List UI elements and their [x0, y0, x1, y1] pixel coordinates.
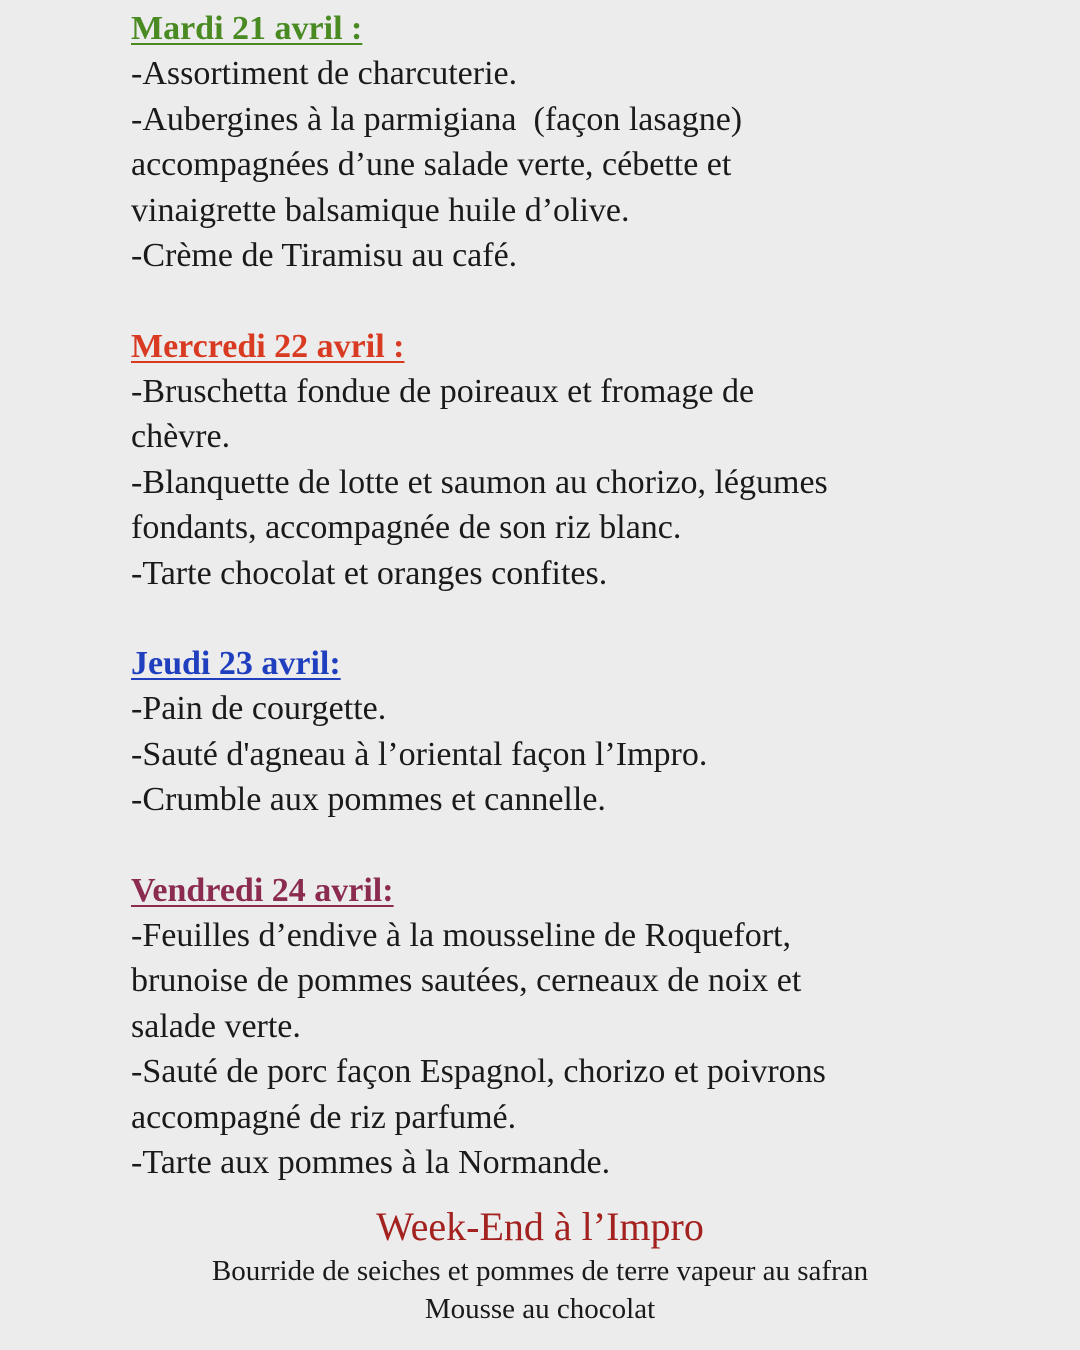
day-mardi	[131, 6, 1031, 279]
day-jeudi	[131, 641, 1031, 823]
weekend-dish-dessert: Mousse au chocolat	[424, 1293, 656, 1325]
day-title-vendredi: Vendredi 24 avril:	[131, 871, 394, 909]
dish-main: -Sauté d'agneau à l’oriental façon l’Impro.	[131, 735, 708, 773]
weekend-title: Week-End à l’Impro	[376, 1204, 704, 1249]
day-mercredi	[131, 324, 1031, 597]
weekend-section	[0, 1202, 1080, 1328]
dish-dessert: -Tarte aux pommes à la Normande.	[131, 1144, 611, 1181]
dish-starter: -Feuilles d’endive à la mousseline de Roquefort, brunoise de pommes sautées, cerneaux de noix et salade verte.	[131, 916, 802, 1045]
day-title-jeudi: Jeudi 23 avril:	[131, 645, 341, 682]
dish-dessert: -Crumble aux pommes et cannelle.	[131, 781, 606, 818]
dish-starter: -Assortiment de charcuterie.	[131, 55, 518, 92]
day-title-mardi: Mardi 21 avril :	[131, 10, 363, 47]
dish-main: -Blanquette de lotte et saumon au chorizo, légumes fondants, accompagnée de son riz blanc.	[131, 463, 828, 546]
weekly-menu	[131, 6, 1031, 1186]
dish-dessert: -Tarte chocolat et oranges confites.	[131, 554, 608, 592]
weekend-dish-main: Bourride de seiches et pommes de terre vapeur au safran	[211, 1255, 869, 1287]
dish-dessert: -Crème de Tiramisu au café.	[131, 237, 518, 274]
dish-starter: -Bruschetta fondue de poireaux et fromage de chèvre.	[131, 372, 755, 455]
dish-main: -Sauté de porc façon Espagnol, chorizo et poivrons accompagné de riz parfumé.	[131, 1053, 826, 1136]
day-title-mercredi: Mercredi 22 avril :	[131, 327, 405, 365]
dish-starter: -Pain de courgette.	[131, 690, 387, 727]
day-vendredi	[131, 868, 1031, 1186]
dish-main: -Aubergines à la parmigiana (façon lasagne) accompagnées d’une salade verte, cébette et vinaigrette balsamique huile d’olive.	[131, 100, 743, 229]
